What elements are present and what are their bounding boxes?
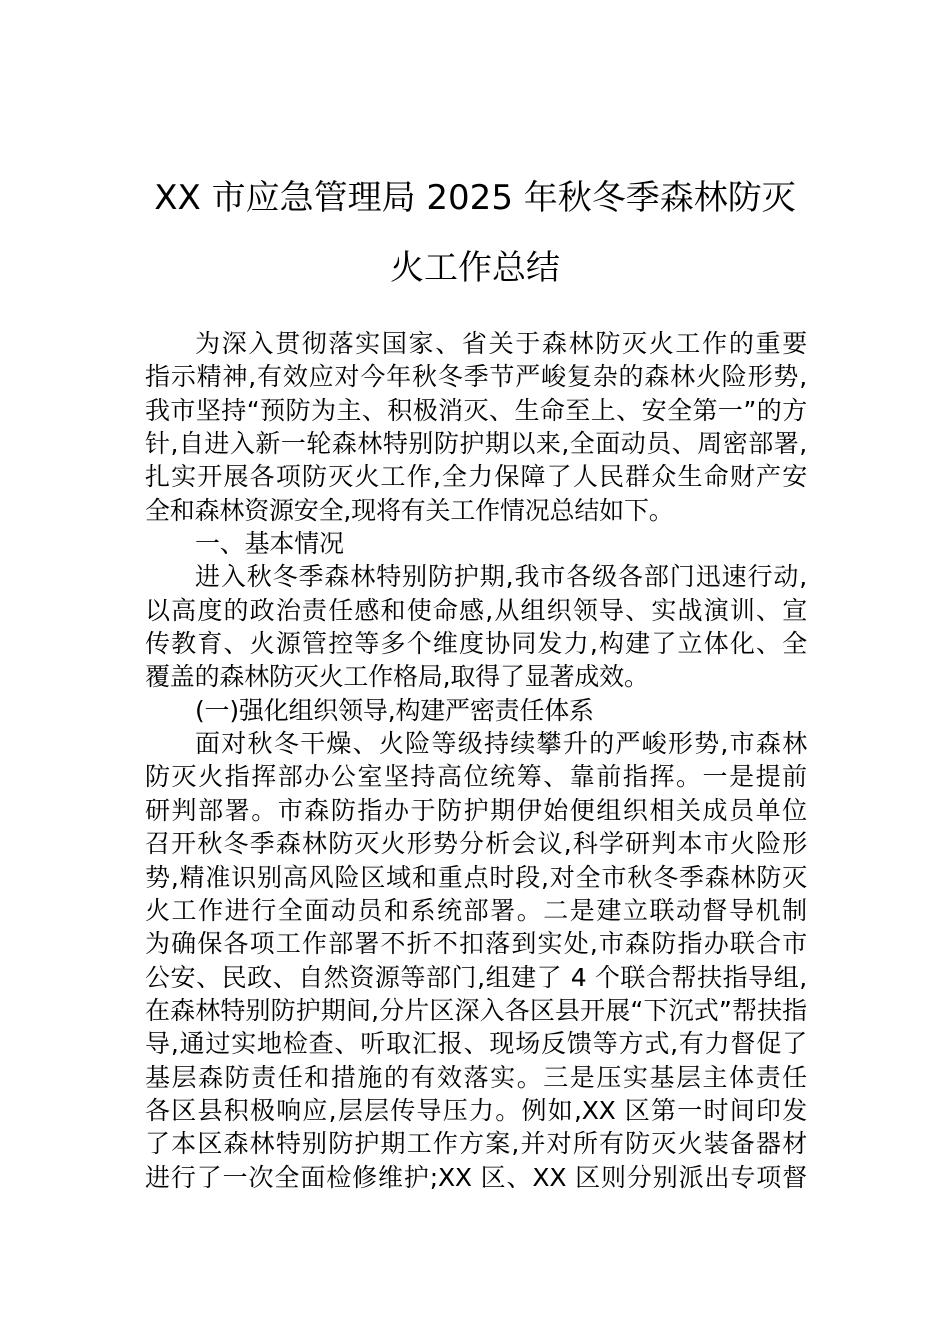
text-line: 传教育、火源管控等多个维度协同发力,构建了立体化、全 <box>145 629 807 659</box>
text-line: 势,精准识别高风险区域和重点时段,对全市秋冬季森林防灭 <box>145 862 807 892</box>
document-body <box>145 327 807 1194</box>
text-line: 扎实开展各项防灭火工作,全力保障了人民群众生命财产安 <box>145 462 807 492</box>
text-line: 公安、民政、自然资源等部门,组建了 4 个联合帮扶指导组, <box>145 962 807 992</box>
text-line: 覆盖的森林防灭火工作格局,取得了显著成效。 <box>145 662 649 692</box>
text-line: 进行了一次全面检修维护;XX 区、XX 区则分别派出专项督 <box>145 1162 807 1192</box>
text-line: 基层森防责任和措施的有效落实。三是压实基层主体责任 <box>145 1062 807 1092</box>
text-line: 一、基本情况 <box>195 529 344 559</box>
text-line: 我市坚持“预防为主、积极消灭、生命至上、安全第一”的方 <box>145 395 807 425</box>
text-line: 火工作进行全面动员和系统部署。二是建立联动督导机制 <box>145 895 807 925</box>
text-line: 指示精神,有效应对今年秋冬季节严峻复杂的森林火险形势, <box>145 362 807 392</box>
text-line: 为深入贯彻落实国家、省关于森林防灭火工作的重要 <box>195 329 807 358</box>
text-line: (一)强化组织领导,构建严密责任体系 <box>195 695 594 725</box>
text-line: 进入秋冬季森林特别防护期,我市各级各部门迅速行动, <box>195 562 807 592</box>
text-line: 面对秋冬干燥、火险等级持续攀升的严峻形势,市森林 <box>195 729 807 759</box>
text-line: 为确保各项工作部署不折不扣落到实处,市森防指办联合市 <box>145 929 807 959</box>
title-line-1: XX 市应急管理局 2025 年秋冬季森林防灭 <box>154 178 796 218</box>
text-line: 防灭火指挥部办公室坚持高位统筹、靠前指挥。一是提前 <box>145 762 807 792</box>
text-line: 针,自进入新一轮森林特别防护期以来,全面动员、周密部署, <box>145 429 807 459</box>
text-line: 导,通过实地检查、听取汇报、现场反馈等方式,有力督促了 <box>145 1029 807 1059</box>
text-line: 研判部署。市森防指办于防护期伊始便组织相关成员单位 <box>145 795 807 825</box>
text-line: 以高度的政治责任感和使命感,从组织领导、实战演训、宣 <box>145 595 807 625</box>
text-line: 在森林特别防护期间,分片区深入各区县开展“下沉式”帮扶指 <box>145 995 807 1025</box>
text-line: 全和森林资源安全,现将有关工作情况总结如下。 <box>145 495 674 525</box>
title-line-2: 火工作总结 <box>390 248 560 288</box>
document-title <box>140 163 810 303</box>
text-line: 了本区森林特别防护期工作方案,并对所有防灭火装备器材 <box>145 1129 807 1159</box>
text-line: 各区县积极响应,层层传导压力。例如,XX 区第一时间印发 <box>145 1095 807 1125</box>
text-line: 召开秋冬季森林防灭火形势分析会议,科学研判本市火险形 <box>145 829 807 859</box>
